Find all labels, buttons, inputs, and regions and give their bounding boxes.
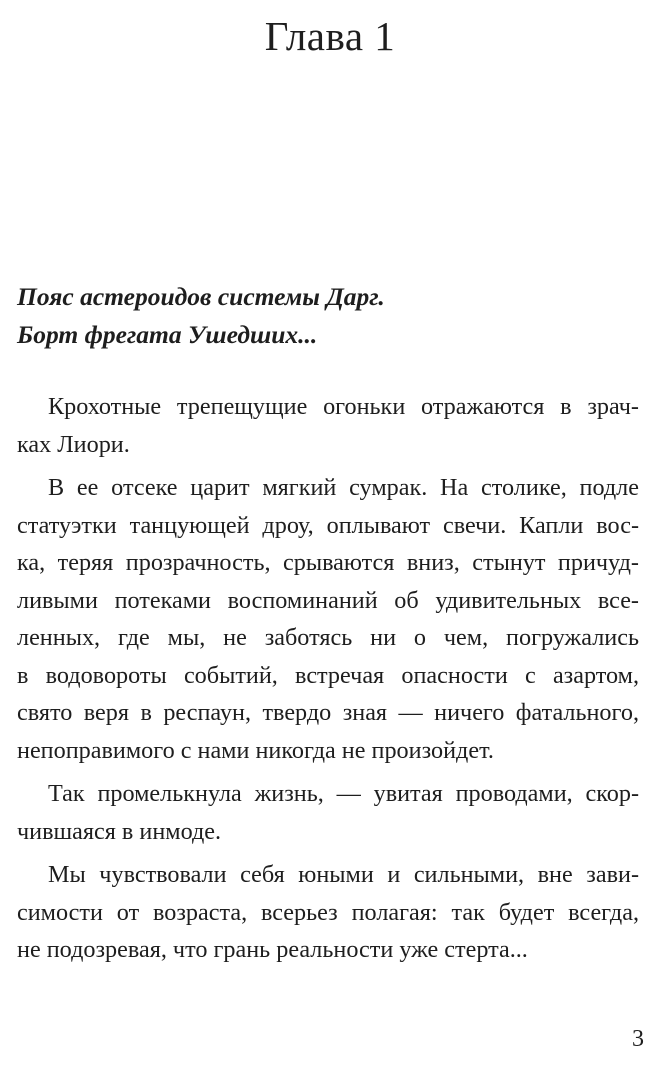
paragraph [17, 388, 639, 463]
chapter-title: Глава 1 [264, 13, 396, 59]
text-line: ливыми потеками воспоминаний об удивительных все- [17, 586, 639, 614]
text-line: чившаяся в инмоде. [17, 817, 222, 845]
paragraph [17, 775, 639, 850]
text-line: не подозревая, что грань реальности уже стерта... [17, 936, 528, 963]
text-line: свято веря в респаун, твердо зная — ничего фатального, [17, 699, 639, 726]
text-line: статуэтки танцующей дроу, оплывают свечи. Капли вос- [17, 511, 639, 539]
subtitle-line: Пояс астероидов системы Дарг. [17, 282, 385, 311]
body-text [17, 388, 639, 975]
text-line: Мы чувствовали себя юными и сильными, вне зави- [48, 861, 639, 888]
text-line: Так промелькнула жизнь, — увитая проводами, скор- [48, 780, 639, 807]
text-line: Крохотные трепещущие огоньки отражаются в зрач- [48, 393, 639, 420]
paragraph [17, 469, 639, 769]
subtitle-line: Борт фрегата Ушедших... [17, 320, 318, 349]
text-line: в водовороты событий, встречая опасности с азартом, [17, 661, 639, 689]
text-line: ках Лиори. [17, 430, 130, 458]
text-line: В ее отсеке царит мягкий сумрак. На столике, подле [48, 474, 639, 501]
text-line: симости от возраста, всерьез полагая: так будет всегда, [17, 898, 639, 926]
text-line: ка, теряя прозрачность, срываются вниз, стынут причуд- [17, 549, 639, 576]
text-line: ленных, где мы, не заботясь ни о чем, погружались [17, 624, 639, 651]
page-number: 3 [632, 1026, 644, 1052]
text-line: непоправимого с нами никогда не произойдет. [17, 736, 494, 764]
paragraph [17, 856, 639, 969]
section-subtitle [17, 278, 637, 354]
